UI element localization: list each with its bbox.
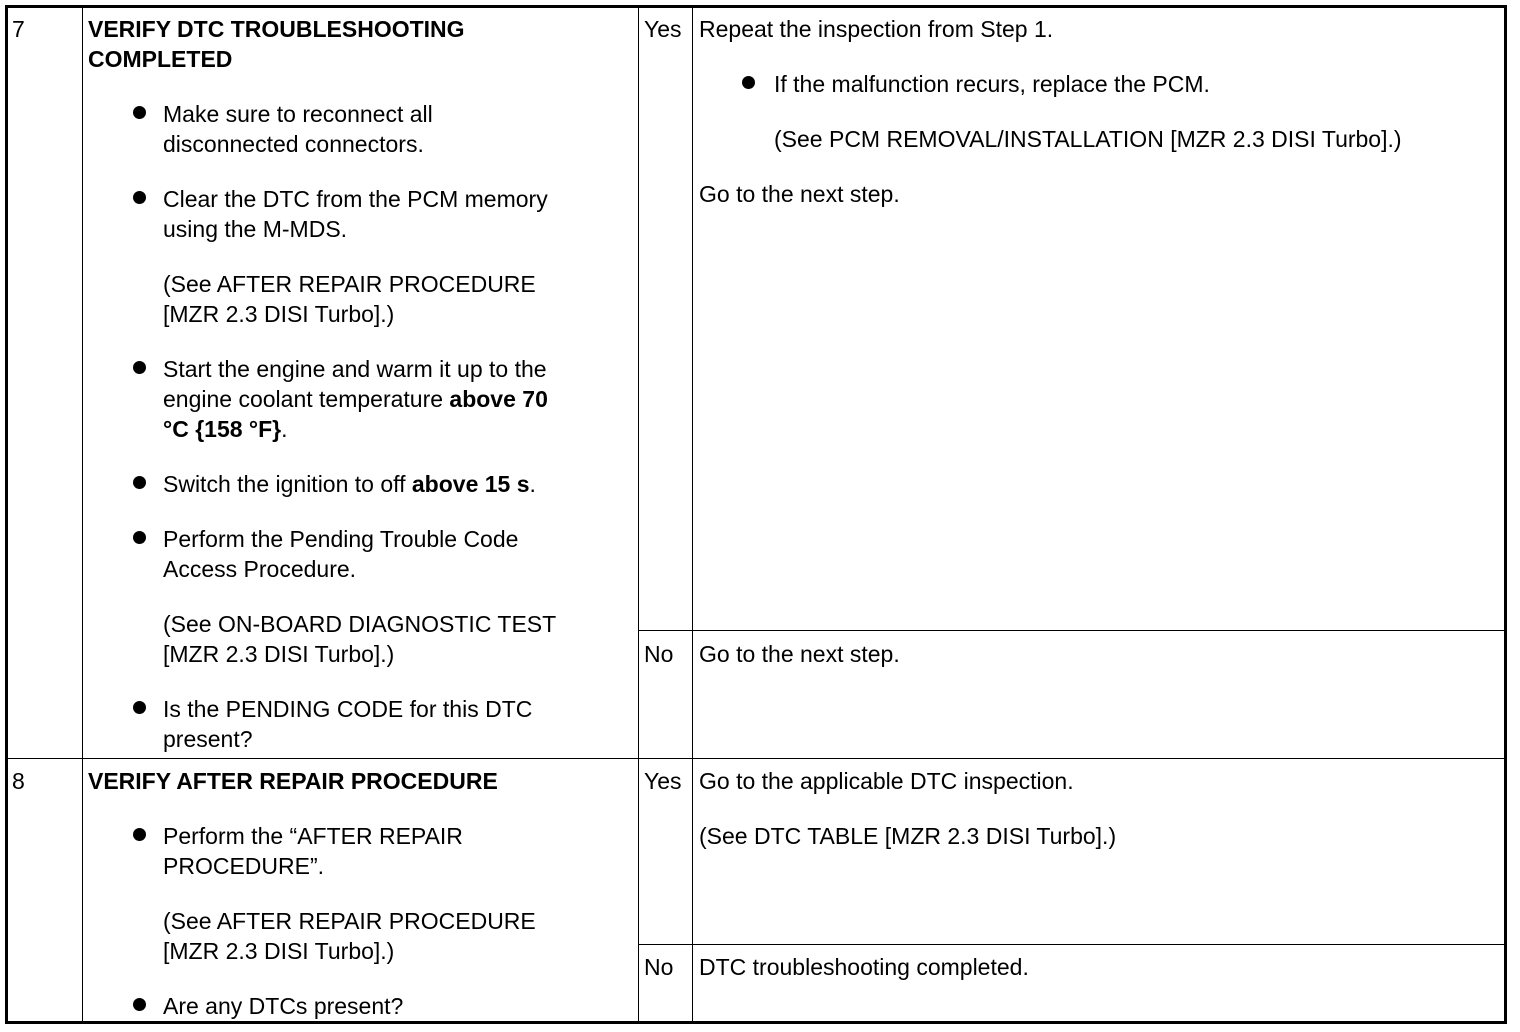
action-value: above 70 <box>449 386 548 412</box>
action-value: °C {158 °F} <box>163 416 282 442</box>
action-item <box>163 991 403 1021</box>
action-item <box>163 694 532 754</box>
action-text-part: . <box>281 416 288 442</box>
action-text: Start the engine and warm it up to the <box>163 356 547 382</box>
action-item <box>163 821 463 881</box>
result-text: If the malfunction recurs, replace the PCM. <box>774 71 1210 97</box>
col-divider-step <box>82 7 83 1024</box>
step-title <box>88 14 465 74</box>
bullet-icon <box>133 476 146 489</box>
reference-text: [MZR 2.3 DISI Turbo].) <box>163 641 395 667</box>
no-label: No <box>644 641 674 667</box>
action-text <box>163 414 548 444</box>
bullet-icon <box>133 701 146 714</box>
bullet-icon <box>133 828 146 841</box>
action-text: Is the PENDING CODE for this DTC <box>163 696 533 722</box>
bullet-icon <box>133 531 146 544</box>
col-divider-result <box>692 7 693 1024</box>
action-text-part: . <box>529 471 536 497</box>
action-text: Perform the Pending Trouble Code <box>163 526 519 552</box>
action-text: Perform the “AFTER REPAIR <box>163 823 463 849</box>
bullet-icon <box>133 361 146 374</box>
step-title-line: COMPLETED <box>88 46 233 72</box>
bullet-icon <box>742 76 755 89</box>
action-text: using the M-MDS. <box>163 216 348 242</box>
reference-text: [MZR 2.3 DISI Turbo].) <box>163 938 395 964</box>
col-divider-action <box>638 7 639 1024</box>
reference-text: [MZR 2.3 DISI Turbo].) <box>163 301 395 327</box>
action-item <box>163 469 536 499</box>
bullet-icon <box>133 191 146 204</box>
result-text: DTC troubleshooting completed. <box>699 954 1029 980</box>
action-text <box>163 469 536 499</box>
result-text: Go to the next step. <box>699 181 900 207</box>
result-text: Go to the next step. <box>699 641 900 667</box>
action-item <box>163 184 548 244</box>
yes-label: Yes <box>644 16 682 42</box>
action-text: present? <box>163 726 253 752</box>
result-text: Repeat the inspection from Step 1. <box>699 16 1054 42</box>
reference-link[interactable] <box>163 269 536 329</box>
reference-link[interactable] <box>163 609 556 669</box>
action-text: Access Procedure. <box>163 556 357 582</box>
reference-link[interactable] <box>163 906 536 966</box>
action-text-part: engine coolant temperature <box>163 386 450 412</box>
reference-text: (See ON-BOARD DIAGNOSTIC TEST <box>163 611 557 637</box>
action-text <box>163 384 548 414</box>
action-text: Make sure to reconnect all <box>163 101 433 127</box>
yes-label: Yes <box>644 768 682 794</box>
step-title-line: VERIFY DTC TROUBLESHOOTING <box>88 16 465 42</box>
reference-text: (See AFTER REPAIR PROCEDURE <box>163 908 536 934</box>
reference-link[interactable]: (See DTC TABLE [MZR 2.3 DISI Turbo].) <box>699 823 1117 849</box>
action-text: Are any DTCs present? <box>163 993 404 1019</box>
step-number: 8 <box>12 768 25 794</box>
bullet-icon <box>133 998 146 1011</box>
action-text-part: Switch the ignition to off <box>163 471 412 497</box>
action-item <box>163 99 433 159</box>
reference-text: (See AFTER REPAIR PROCEDURE <box>163 271 536 297</box>
row-divider-step8-yes-no <box>638 944 1505 945</box>
step-title: VERIFY AFTER REPAIR PROCEDURE <box>88 768 498 794</box>
step-number: 7 <box>12 16 25 42</box>
no-label: No <box>644 954 674 980</box>
action-item <box>163 354 548 444</box>
action-text: Clear the DTC from the PCM memory <box>163 186 548 212</box>
bullet-icon <box>133 106 146 119</box>
action-value: above 15 s <box>411 471 530 497</box>
action-text: disconnected connectors. <box>163 131 424 157</box>
action-item <box>163 524 518 584</box>
action-text: PROCEDURE”. <box>163 853 325 879</box>
reference-link[interactable]: (See PCM REMOVAL/INSTALLATION [MZR 2.3 DISI Turbo].) <box>774 126 1402 152</box>
row-divider-step7-yes-no <box>638 630 1505 631</box>
result-text: Go to the applicable DTC inspection. <box>699 768 1074 794</box>
row-divider-step7-8 <box>7 758 1505 759</box>
